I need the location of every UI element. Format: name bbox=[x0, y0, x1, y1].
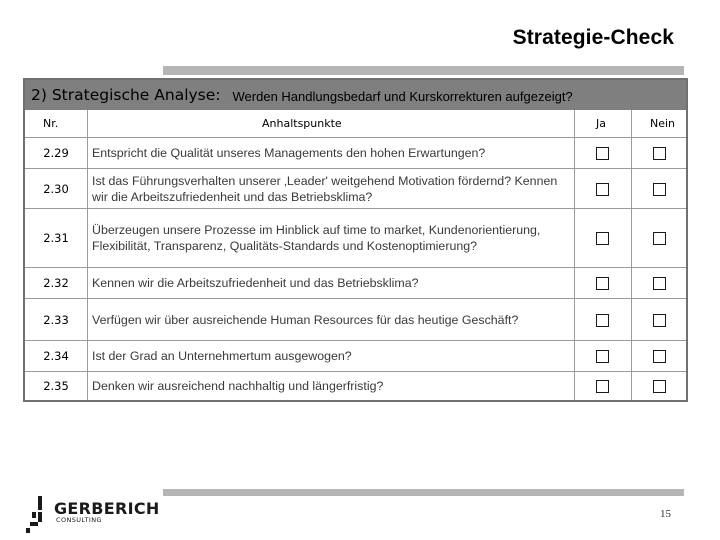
row-text: Verfügen wir über ausreichende Human Resources für das heutige Geschäft? bbox=[92, 312, 519, 327]
column-header-anhaltspunkte: Anhaltspunkte bbox=[262, 117, 342, 130]
row-number: 2.30 bbox=[43, 181, 69, 196]
ja-checkbox[interactable] bbox=[596, 147, 609, 160]
row-text: Überzeugen unsere Prozesse im Hinblick auf time to market, Kundenorientierung, Flexibilität, Transparenz, Qualitäts-Standards und Kostenoptimierung? bbox=[92, 223, 541, 253]
row-number: 2.29 bbox=[43, 146, 69, 160]
bottom-accent-bar bbox=[163, 489, 684, 496]
section-question: Werden Handlungsbedarf und Kurskorrekturen aufgezeigt? bbox=[232, 89, 573, 104]
column-header-ja: Ja bbox=[596, 117, 606, 130]
logo-name: GERBERICH bbox=[54, 499, 160, 518]
table-row bbox=[25, 372, 686, 400]
nein-checkbox[interactable] bbox=[653, 147, 666, 160]
page-number: 15 bbox=[660, 508, 671, 520]
logo-subtitle: CONSULTING bbox=[56, 516, 102, 524]
table-row bbox=[25, 268, 686, 299]
row-text: Ist der Grad an Unternehmertum ausgewogen? bbox=[92, 349, 352, 363]
row-text: Ist das Führungsverhalten unserer ‚Leader' weitgehend Motivation fördernd? Kennen wir die Arbeitszufriedenheit und das Betriebsklima? bbox=[92, 173, 558, 204]
nein-checkbox[interactable] bbox=[653, 183, 666, 196]
section-header bbox=[25, 80, 686, 110]
row-text: Entspricht die Qualität unseres Managements den hohen Erwartungen? bbox=[92, 146, 486, 160]
logo-mark-icon bbox=[26, 494, 48, 534]
ja-checkbox[interactable] bbox=[596, 350, 609, 363]
nein-checkbox[interactable] bbox=[653, 350, 666, 363]
table-row bbox=[25, 138, 686, 169]
slide-title: Strategie-Check bbox=[512, 26, 674, 49]
row-text: Denken wir ausreichend nachhaltig und längerfristig? bbox=[92, 379, 384, 393]
table-row bbox=[25, 169, 686, 209]
table-row bbox=[25, 299, 686, 341]
row-number: 2.33 bbox=[43, 312, 69, 327]
row-number: 2.31 bbox=[43, 231, 69, 245]
ja-checkbox[interactable] bbox=[596, 232, 609, 245]
ja-checkbox[interactable] bbox=[596, 277, 609, 290]
company-logo bbox=[26, 494, 176, 534]
nein-checkbox[interactable] bbox=[653, 277, 666, 290]
top-accent-bar bbox=[163, 66, 684, 75]
table-row bbox=[25, 209, 686, 268]
ja-checkbox[interactable] bbox=[596, 183, 609, 196]
row-text: Kennen wir die Arbeitszufriedenheit und das Betriebsklima? bbox=[92, 276, 419, 290]
section-label: 2) Strategische Analyse: bbox=[31, 86, 221, 104]
row-number: 2.35 bbox=[43, 379, 69, 393]
nein-checkbox[interactable] bbox=[653, 380, 666, 393]
checklist-table bbox=[23, 78, 688, 402]
column-header-nein: Nein bbox=[650, 117, 676, 130]
column-header-nr: Nr. bbox=[43, 117, 59, 130]
table-row bbox=[25, 341, 686, 372]
nein-checkbox[interactable] bbox=[653, 314, 666, 327]
row-number: 2.34 bbox=[43, 349, 69, 363]
nein-checkbox[interactable] bbox=[653, 232, 666, 245]
ja-checkbox[interactable] bbox=[596, 314, 609, 327]
ja-checkbox[interactable] bbox=[596, 380, 609, 393]
row-number: 2.32 bbox=[43, 276, 69, 290]
column-header-row bbox=[25, 110, 686, 138]
